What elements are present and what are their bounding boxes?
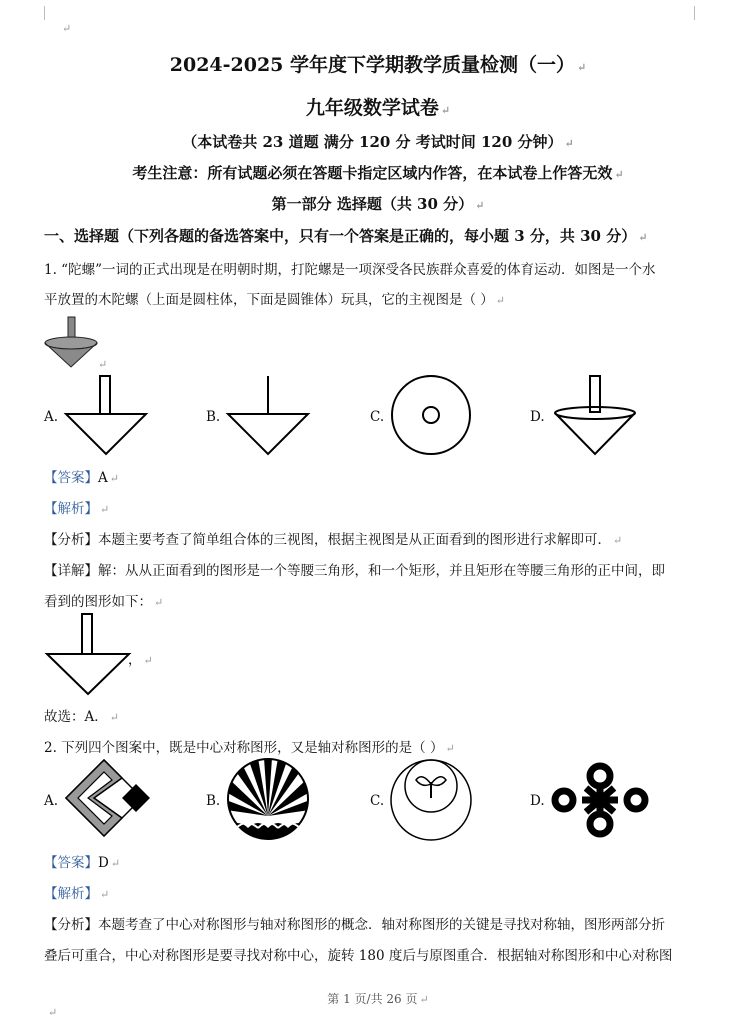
q1-option-c-label: C. bbox=[370, 409, 385, 425]
q1-text-line1: 1. “陀螺”一词的正式出现是在明朝时期，打陀螺是一项深受各民族群众喜爱的体育运动．如图是一个水 bbox=[44, 262, 656, 278]
q2-text: 2. 下列四个图案中，既是中心对称图形，又是轴对称图形的是（ ） ↵ bbox=[44, 740, 455, 756]
q1-option-d-figure[interactable] bbox=[550, 374, 640, 458]
paragraph-mark: ↵ bbox=[62, 22, 72, 35]
q2-fenxi-line2: 叠后可重合，中心对称图形是要寻找对称中心，旋转 180 度后与原图重合．根据轴对称图形和中心对称图 bbox=[44, 948, 673, 964]
q1-option-d-label: D. bbox=[530, 409, 545, 425]
paragraph-mark: ↵ bbox=[48, 1006, 58, 1019]
q2-analysis-label: 【解析】 ↵ bbox=[44, 886, 110, 902]
q1-answer: 【答案】A ↵ bbox=[44, 470, 119, 486]
q1-solution-comma: ， ↵ bbox=[128, 652, 153, 668]
exam-title: 2024-2025 学年度下学期教学质量检测（一） ↵ bbox=[169, 54, 587, 76]
q1-fenxi: 【分析】本题主要考查了简单组合体的三视图，根据主视图是从正面看到的图形进行求解即可． ↵ bbox=[44, 532, 623, 548]
exam-notice: 考生注意：所有试题必须在答题卡指定区域内作答，在本试卷上作答无效 ↵ bbox=[132, 164, 624, 182]
q1-text-line2: 平放置的木陀螺（上面是圆柱体，下面是圆锥体）玩具，它的主视图是（ ） ↵ bbox=[44, 292, 506, 308]
q2-answer: 【答案】D ↵ bbox=[44, 855, 121, 871]
corner-mark bbox=[694, 6, 695, 20]
q1-option-c-figure[interactable] bbox=[388, 374, 474, 458]
exam-info: （本试卷共 23 道题 满分 120 分 考试时间 120 分钟） ↵ bbox=[182, 133, 574, 151]
q2-option-a-figure[interactable] bbox=[64, 758, 154, 842]
q2-option-c-figure[interactable] bbox=[388, 758, 474, 842]
q2-option-b-figure[interactable] bbox=[226, 758, 312, 842]
paragraph-mark: ↵ bbox=[98, 358, 108, 371]
page-footer: 第 1 页/共 26 页 ↵ bbox=[327, 992, 429, 1006]
q1-option-a-figure[interactable] bbox=[62, 374, 150, 458]
q2-option-d-figure[interactable] bbox=[550, 758, 650, 842]
q2-fenxi-line1: 【分析】本题考查了中心对称图形与轴对称图形的概念．轴对称图形的关键是寻找对称轴，图形两部分折 bbox=[44, 917, 665, 933]
q1-analysis-label: 【解析】 ↵ bbox=[44, 501, 110, 517]
corner-mark bbox=[44, 6, 45, 20]
q2-option-d-label: D. bbox=[530, 793, 545, 809]
q1-solution-figure bbox=[44, 612, 134, 696]
q2-option-a-label: A. bbox=[44, 793, 59, 809]
q2-option-c-label: C. bbox=[370, 793, 385, 809]
q1-option-b-figure[interactable] bbox=[224, 374, 312, 458]
q1-detail-line1: 【详解】解：从从正面看到的图形是一个等腰三角形，和一个矩形，并且矩形在等腰三角形的正中间，即 bbox=[44, 563, 665, 579]
q1-detail-line2: 看到的图形如下： ↵ bbox=[44, 594, 164, 610]
spinning-top-figure bbox=[44, 315, 104, 371]
part-heading: 第一部分 选择题（共 30 分） ↵ bbox=[271, 195, 485, 213]
exam-subtitle: 九年级数学试卷 ↵ bbox=[305, 97, 451, 119]
q1-option-b-label: B. bbox=[206, 409, 221, 425]
q1-option-a-label: A. bbox=[44, 409, 59, 425]
q2-option-b-label: B. bbox=[206, 793, 221, 809]
q1-choose: 故选：A． ↵ bbox=[44, 709, 119, 725]
section-heading: 一、选择题（下列各题的备选答案中，只有一个答案是正确的，每小题 3 分，共 30 分） ↵ bbox=[44, 227, 648, 245]
